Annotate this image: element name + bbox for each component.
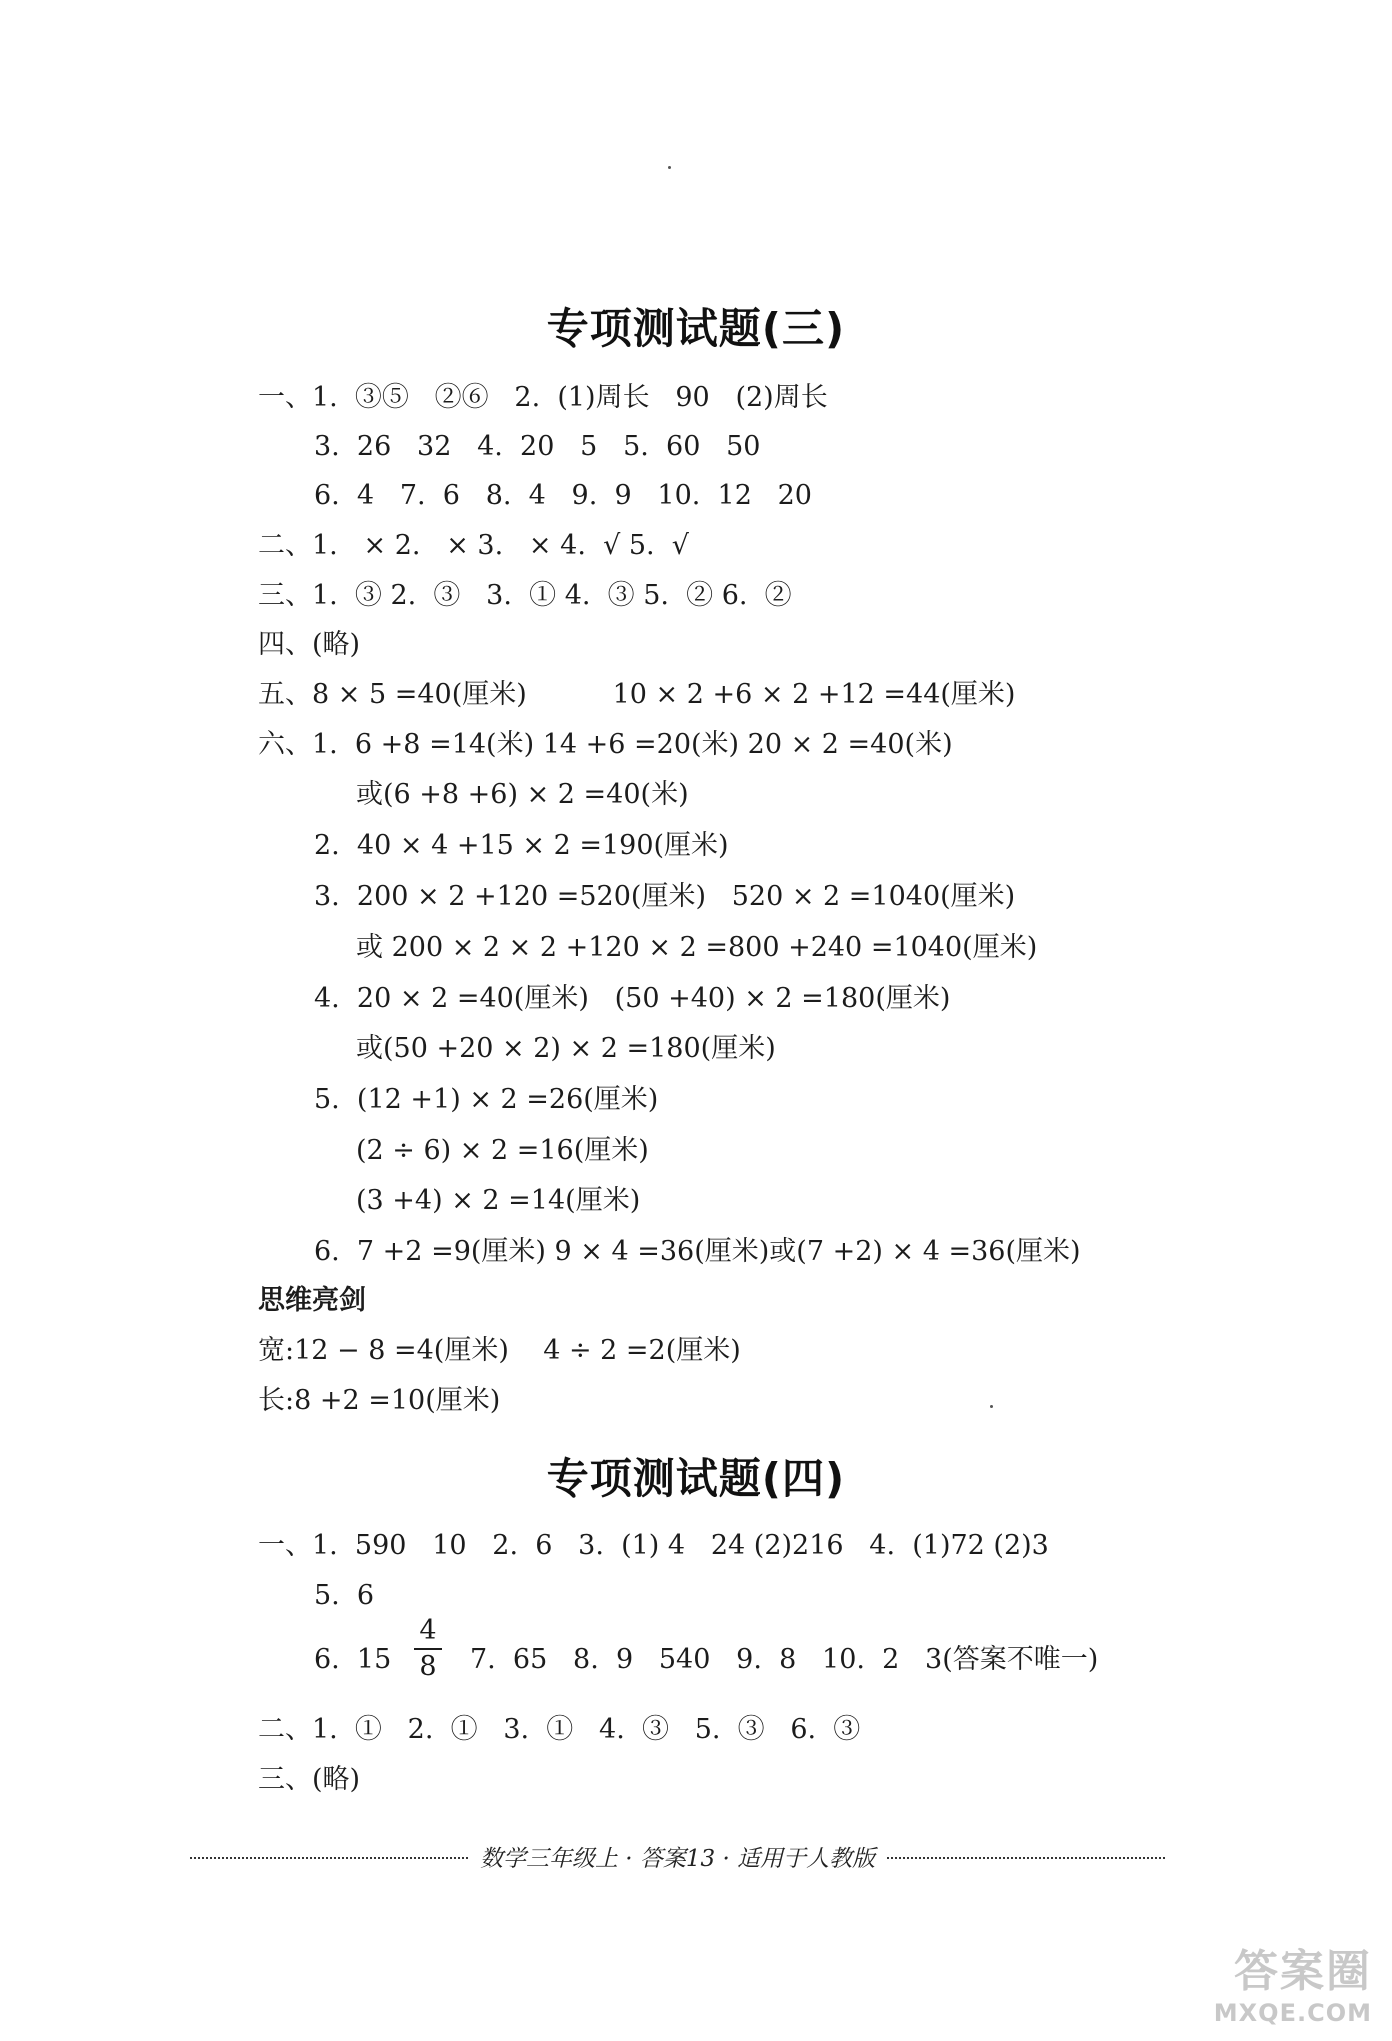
thinking-heading: 思维亮剑 <box>258 1285 366 1316</box>
s3-part1-line2: 3. 26 32 4. 20 5 5. 60 50 <box>314 431 761 462</box>
print-speck <box>990 1405 993 1408</box>
footer-text: 数学三年级上 · 答案13 · 适用于人教版 <box>479 1845 876 1872</box>
watermark-logo: 答案圈 <box>1234 1946 1372 1997</box>
s3-part6-q4-alt: 或(50 +20 × 2) × 2 =180(厘米) <box>356 1033 776 1064</box>
s3-part6-q1: 六、1. 6 +8 =14(米) 14 +6 =20(米) 20 × 2 =40(米) <box>258 729 953 760</box>
s4-part3: 三、(略) <box>258 1764 361 1795</box>
s3-part2: 二、1. × 2. × 3. × 4. √ 5. √ <box>258 530 689 561</box>
s3-part6-q3-alt: 或 200 × 2 × 2 +120 × 2 =800 +240 =1040(厘米) <box>356 932 1038 963</box>
s3-part4: 四、(略) <box>258 629 361 660</box>
s3-part6-q5: 5. (12 +1) × 2 =26(厘米) <box>314 1084 659 1115</box>
s4-part2: 二、1. ① 2. ① 3. ① 4. ③ 5. ③ 6. ③ <box>258 1714 861 1745</box>
s3-part5: 五、8 × 5 =40(厘米) 10 × 2 +6 × 2 +12 =44(厘米) <box>258 679 1016 710</box>
page-footer <box>190 1838 1165 1874</box>
s3-part6-q3: 3. 200 × 2 +120 =520(厘米) 520 × 2 =1040(厘米) <box>314 881 1016 912</box>
fraction-denominator: 8 <box>419 1651 437 1682</box>
section3-title: 专项测试题(三) <box>546 304 846 353</box>
thinking-length: 长:8 +2 =10(厘米) <box>258 1385 501 1416</box>
footer-rule-right <box>887 1857 1165 1859</box>
s3-part6-q1-alt: 或(6 +8 +6) × 2 =40(米) <box>356 779 689 810</box>
print-speck <box>668 166 671 169</box>
footer-rule-left <box>190 1857 468 1859</box>
site-watermark <box>1162 1935 1372 2027</box>
s3-part6-q4: 4. 20 × 2 =40(厘米) (50 +40) × 2 =180(厘米) <box>314 983 951 1014</box>
section4-title: 专项测试题(四) <box>546 1454 846 1503</box>
s3-part6-q2: 2. 40 × 4 +15 × 2 =190(厘米) <box>314 830 729 861</box>
s3-part3: 三、1. ③ 2. ③ 3. ① 4. ③ 5. ② 6. ② <box>258 580 792 611</box>
s3-part1-line3: 6. 4 7. 6 8. 4 9. 9 10. 12 20 <box>314 480 812 511</box>
s3-part6-q5-c: (3 +4) × 2 =14(厘米) <box>356 1185 641 1216</box>
s4-part1-line3-pre: 6. 15 <box>314 1644 392 1675</box>
s3-part6-q5-b: (2 ÷ 6) × 2 =16(厘米) <box>356 1135 649 1166</box>
s4-part1-line1: 一、1. 590 10 2. 6 3. (1) 4 24 (2)216 4. (1)72 (2)3 <box>258 1530 1049 1561</box>
watermark-url: MXQE.COM <box>1213 1999 1372 2027</box>
s3-part1-line1: 一、1. ③⑤ ②⑥ 2. (1)周长 90 (2)周长 <box>258 382 828 413</box>
thinking-width: 宽:12 − 8 =4(厘米) 4 ÷ 2 =2(厘米) <box>258 1335 741 1366</box>
s4-part1-line2: 5. 6 <box>314 1580 375 1611</box>
s3-part6-q6: 6. 7 +2 =9(厘米) 9 × 4 =36(厘米)或(7 +2) × 4 =36(厘米) <box>314 1236 1081 1267</box>
fraction-4-8 <box>408 1616 448 1682</box>
fraction-numerator: 4 <box>419 1615 437 1646</box>
fraction-bar <box>414 1648 442 1650</box>
s4-part1-line3-post: 7. 65 8. 9 540 9. 8 10. 2 3(答案不唯一) <box>470 1644 1099 1675</box>
